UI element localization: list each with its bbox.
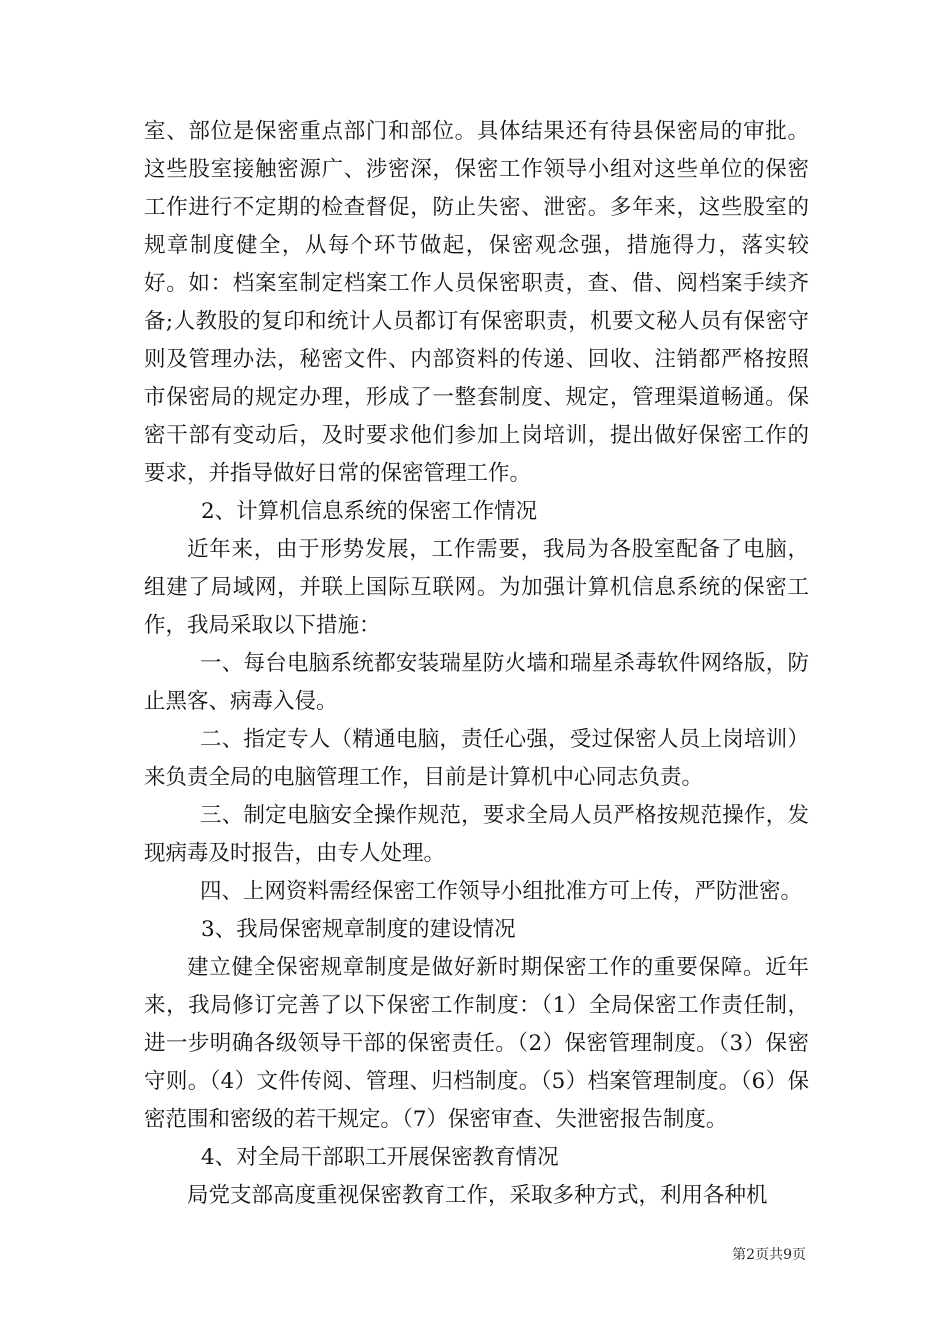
heading-computer-security: 2、计算机信息系统的保密工作情况 xyxy=(201,499,538,524)
paragraph-key-departments: 室、部位是保密重点部门和部位。具体结果还有待县保密局的审批。这些股室接触密源广、涉密深，保密工作领导小组对这些单位的保密工作进行不定期的检查督促，防止失密、泄密。多年来，这些股室的规章制度健全，从每个环节做起，保密观念强，措施得力，落实较好。如：档案室制定档案工作人员保密职责，查、借、阅档案手续齐备;人教股的复印和统计人员都订有保密职责，机要文秘人员有保密守则及管理办法，秘密文件、内部资料的传递、回收、注销都严格按照市保密局的规定办理，形成了一整套制度、规定，管理渠道畅通。保密干部有变动后，及时要求他们参加上岗培训，提出做好保密工作的要求，并指导做好日常的保密管理工作。 xyxy=(144,119,809,486)
paragraph-measure-4: 四、上网资料需经保密工作领导小组批准方可上传，严防泄密。 xyxy=(200,879,803,904)
paragraph-measure-3: 三、制定电脑安全操作规范，要求全局人员严格按规范操作，发现病毒及时报告，由专人处理。 xyxy=(144,803,809,866)
paragraph-education-intro: 局党支部高度重视保密教育工作，采取多种方式，利用各种机 xyxy=(187,1183,768,1208)
paragraph-measure-2: 二、指定专人（精通电脑，责任心强，受过保密人员上岗培训）来负责全局的电脑管理工作，目前是计算机中心同志负责。 xyxy=(144,727,809,790)
heading-education: 4、对全局干部职工开展保密教育情况 xyxy=(201,1145,559,1170)
document-body xyxy=(144,113,809,1215)
paragraph-measure-1: 一、每台电脑系统都安装瑞星防火墙和瑞星杀毒软件网络版，防止黑客、病毒入侵。 xyxy=(144,651,809,714)
paragraph-regulations-list: 建立健全保密规章制度是做好新时期保密工作的重要保障。近年来，我局修订完善了以下保密工作制度：（1）全局保密工作责任制，进一步明确各级领导干部的保密责任。（2）保密管理制度。（3）保密守则。（4）文件传阅、管理、归档制度。（5）档案管理制度。（6）保密范围和密级的若干规定。（7）保密审查、失泄密报告制度。 xyxy=(144,955,809,1132)
page-number: 第2页共9页 xyxy=(732,1247,806,1263)
paragraph-network-intro: 近年来，由于形势发展，工作需要，我局为各股室配备了电脑，组建了局域网，并联上国际互联网。为加强计算机信息系统的保密工作，我局采取以下措施： xyxy=(144,537,809,638)
heading-regulations: 3、我局保密规章制度的建设情况 xyxy=(201,917,516,942)
